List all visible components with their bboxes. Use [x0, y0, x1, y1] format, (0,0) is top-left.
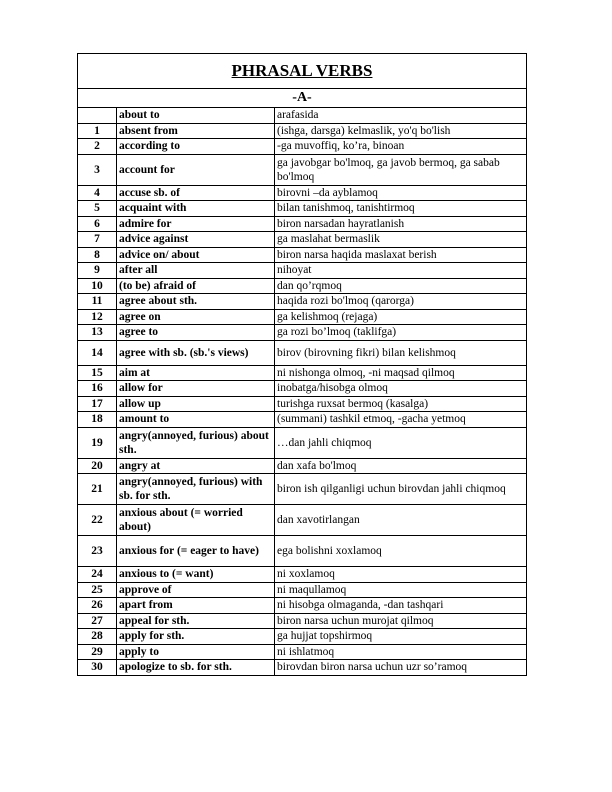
row-number: 8 — [78, 247, 117, 263]
phrasal-verb: agree on — [117, 309, 275, 325]
phrasal-verb: angry(annoyed, furious) about sth. — [117, 427, 275, 458]
table-row — [78, 381, 527, 397]
translation: bilan tanishmoq, tanishtirmoq — [275, 201, 527, 217]
table-row — [78, 340, 527, 365]
row-number — [78, 108, 117, 124]
translation: -ga muvoffiq, ko’ra, binoan — [275, 139, 527, 155]
table-row — [78, 247, 527, 263]
translation: ni hisobga olmaganda, -dan tashqari — [275, 598, 527, 614]
translation: dan xavotirlangan — [275, 505, 527, 536]
phrasal-verb: admire for — [117, 216, 275, 232]
row-number: 17 — [78, 396, 117, 412]
phrasal-verb: allow up — [117, 396, 275, 412]
row-number: 7 — [78, 232, 117, 248]
row-number: 10 — [78, 278, 117, 294]
row-number: 26 — [78, 598, 117, 614]
table-row — [78, 427, 527, 458]
translation: ni ishlatmoq — [275, 644, 527, 660]
row-number: 18 — [78, 412, 117, 428]
translation: ni maqullamoq — [275, 582, 527, 598]
row-number: 21 — [78, 474, 117, 505]
translation: turishga ruxsat bermoq (kasalga) — [275, 396, 527, 412]
translation: …dan jahli chiqmoq — [275, 427, 527, 458]
phrasal-verb: advice on/ about — [117, 247, 275, 263]
phrasal-verb: allow for — [117, 381, 275, 397]
phrasal-verb: (to be) afraid of — [117, 278, 275, 294]
row-number: 12 — [78, 309, 117, 325]
translation: dan xafa bo'lmoq — [275, 458, 527, 474]
table-row — [78, 567, 527, 583]
phrasal-verb: after all — [117, 263, 275, 279]
phrasal-verb: angry(annoyed, furious) with sb. for sth. — [117, 474, 275, 505]
row-number: 3 — [78, 154, 117, 185]
phrasal-verb: account for — [117, 154, 275, 185]
translation: inobatga/hisobga olmoq — [275, 381, 527, 397]
row-number: 19 — [78, 427, 117, 458]
phrasal-verb: agree about sth. — [117, 294, 275, 310]
phrasal-verb: apply to — [117, 644, 275, 660]
table-row — [78, 216, 527, 232]
row-number: 16 — [78, 381, 117, 397]
translation: biron ish qilganligi uchun birovdan jahli chiqmoq — [275, 474, 527, 505]
row-number: 24 — [78, 567, 117, 583]
table-row — [78, 232, 527, 248]
table-row — [78, 644, 527, 660]
translation: dan qo’rqmoq — [275, 278, 527, 294]
translation: biron narsa uchun murojat qilmoq — [275, 613, 527, 629]
table-row — [78, 123, 527, 139]
translation: (summani) tashkil etmoq, -gacha yetmoq — [275, 412, 527, 428]
phrasal-verb: apply for sth. — [117, 629, 275, 645]
row-number: 23 — [78, 536, 117, 567]
table-row — [78, 309, 527, 325]
table-row — [78, 412, 527, 428]
row-number: 9 — [78, 263, 117, 279]
phrasal-verb: angry at — [117, 458, 275, 474]
table-row — [78, 108, 527, 124]
row-number: 29 — [78, 644, 117, 660]
translation: ni xoxlamoq — [275, 567, 527, 583]
row-number: 5 — [78, 201, 117, 217]
translation: nihoyat — [275, 263, 527, 279]
phrasal-verb: advice against — [117, 232, 275, 248]
table-row — [78, 613, 527, 629]
table-row — [78, 474, 527, 505]
table-row — [78, 201, 527, 217]
translation: ga maslahat bermaslik — [275, 232, 527, 248]
table-body — [78, 54, 527, 676]
translation: ga hujjat topshirmoq — [275, 629, 527, 645]
translation: ga javobgar bo'lmoq, ga javob bermoq, ga sabab bo'lmoq — [275, 154, 527, 185]
table-row — [78, 325, 527, 341]
translation: ga rozi bo’lmoq (taklifga) — [275, 325, 527, 341]
row-number: 6 — [78, 216, 117, 232]
table-row — [78, 505, 527, 536]
translation: biron narsadan hayratlanish — [275, 216, 527, 232]
phrasal-verb: anxious to (= want) — [117, 567, 275, 583]
row-number: 25 — [78, 582, 117, 598]
phrasal-verb: appeal for sth. — [117, 613, 275, 629]
translation: arafasida — [275, 108, 527, 124]
table-row — [78, 660, 527, 676]
title-row — [78, 54, 527, 89]
table-row — [78, 154, 527, 185]
phrasal-verbs-table — [77, 53, 527, 676]
table-row — [78, 536, 527, 567]
translation: ga kelishmoq (rejaga) — [275, 309, 527, 325]
row-number: 14 — [78, 340, 117, 365]
page-title: PHRASAL VERBS — [78, 54, 527, 89]
phrasal-verb: about to — [117, 108, 275, 124]
row-number: 22 — [78, 505, 117, 536]
table-row — [78, 294, 527, 310]
row-number: 30 — [78, 660, 117, 676]
row-number: 11 — [78, 294, 117, 310]
translation: ega bolishni xoxlamoq — [275, 536, 527, 567]
table-row — [78, 263, 527, 279]
phrasal-verb: agree with sb. (sb.'s views) — [117, 340, 275, 365]
table-row — [78, 598, 527, 614]
letter-row — [78, 89, 527, 108]
row-number: 13 — [78, 325, 117, 341]
phrasal-verb: agree to — [117, 325, 275, 341]
translation: haqida rozi bo'lmoq (qarorga) — [275, 294, 527, 310]
row-number: 4 — [78, 185, 117, 201]
phrasal-verb: according to — [117, 139, 275, 155]
translation: biron narsa haqida maslaxat berish — [275, 247, 527, 263]
table-row — [78, 629, 527, 645]
table-row — [78, 278, 527, 294]
table-row — [78, 185, 527, 201]
phrasal-verb: accuse sb. of — [117, 185, 275, 201]
translation: birovni –da ayblamoq — [275, 185, 527, 201]
translation: ni nishonga olmoq, -ni maqsad qilmoq — [275, 365, 527, 381]
phrasal-verb: anxious about (= worried about) — [117, 505, 275, 536]
row-number: 28 — [78, 629, 117, 645]
translation: (ishga, darsga) kelmaslik, yo'q bo'lish — [275, 123, 527, 139]
table-row — [78, 582, 527, 598]
row-number: 27 — [78, 613, 117, 629]
phrasal-verb: absent from — [117, 123, 275, 139]
phrasal-verb: apologize to sb. for sth. — [117, 660, 275, 676]
table-row — [78, 396, 527, 412]
row-number: 2 — [78, 139, 117, 155]
translation: birov (birovning fikri) bilan kelishmoq — [275, 340, 527, 365]
section-letter: -A- — [78, 89, 527, 108]
phrasal-verb: aim at — [117, 365, 275, 381]
row-number: 1 — [78, 123, 117, 139]
phrasal-verb: apart from — [117, 598, 275, 614]
translation: birovdan biron narsa uchun uzr so’ramoq — [275, 660, 527, 676]
table-row — [78, 139, 527, 155]
table-row — [78, 365, 527, 381]
phrasal-verb: amount to — [117, 412, 275, 428]
phrasal-verb: acquaint with — [117, 201, 275, 217]
phrasal-verb: anxious for (= eager to have) — [117, 536, 275, 567]
row-number: 15 — [78, 365, 117, 381]
phrasal-verb: approve of — [117, 582, 275, 598]
table-row — [78, 458, 527, 474]
row-number: 20 — [78, 458, 117, 474]
